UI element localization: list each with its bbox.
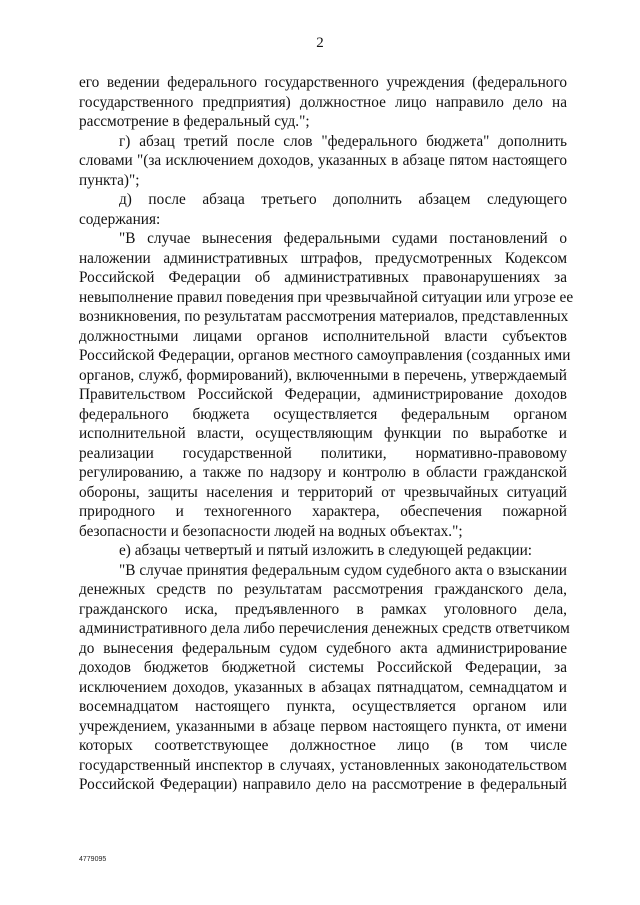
text-line: денежных средств по результатам рассмотрения гражданского дела,	[79, 581, 567, 598]
page-number: 2	[316, 35, 324, 51]
text-line: словами "(за исключением доходов, указанных в абзаце пятом настоящего	[79, 152, 567, 169]
text-line: регулированию, а также по надзору и контролю в области гражданской	[79, 464, 567, 481]
text-line: природного и техногенного характера, обеспечения пожарной	[79, 503, 567, 520]
text-line: безопасности и безопасности людей на водных объектах.";	[79, 522, 463, 540]
text-line: Российской Федерации, органов местного самоуправления (созданных ими	[79, 347, 571, 364]
text-line: исполнительной власти, осуществляющим функции по выработке и	[79, 425, 567, 442]
text-line: которых соответствующее должностное лицо (в том числе	[79, 737, 567, 754]
text-line: г) абзац третий после слов "федерального бюджета" дополнить	[119, 132, 567, 150]
text-line: обороны, защиты населения и территорий от чрезвычайных ситуаций	[79, 483, 567, 501]
text-line: до вынесения федеральным судом судебного акта администрирование	[79, 639, 567, 657]
text-line: административного дела либо перечисления денежных средств ответчиком	[79, 620, 570, 637]
text-line: органов, служб, формирований), включенными в перечень, утверждаемый	[79, 366, 567, 384]
text-line: возникновения, по результатам рассмотрения материалов, представленных	[79, 308, 569, 325]
text-line: невыполнение правил поведения при чрезвычайной ситуации или угрозе ее	[79, 288, 574, 306]
text-line: исключением доходов, указанных в абзацах пятнадцатом, семнадцатом и	[79, 678, 567, 696]
text-line: е) абзацы четвертый и пятый изложить в следующей редакции:	[119, 542, 533, 559]
text-line: наложении административных штрафов, предусмотренных Кодексом	[79, 249, 567, 267]
text-line: содержания:	[79, 210, 161, 228]
document-code: 4779095	[79, 856, 107, 863]
text-line: государственного предприятия) должностное лицо направило дело на	[79, 93, 567, 111]
text-line: доходов бюджетов бюджетной системы Российской Федерации, за	[79, 659, 567, 676]
text-line: Российской Федерации об административных правонарушениях за	[79, 269, 567, 286]
text-line: его ведении федерального государственного учреждения (федерального	[79, 74, 567, 91]
text-line: государственный инспектор в случаях, установленных законодательством	[79, 756, 567, 774]
text-line: восемнадцатом настоящего пункта, осуществляется органом или	[79, 698, 567, 715]
document-body	[79, 73, 574, 795]
text-line: д) после абзаца третьего дополнить абзацем следующего	[119, 191, 567, 208]
text-line: гражданского иска, предъявленного в рамках уголовного дела,	[79, 600, 567, 618]
text-line: "В случае вынесения федеральными судами постановлений о	[119, 230, 567, 247]
text-line: реализации государственной политики, нормативно-правовому	[79, 444, 567, 462]
text-line: учреждением, указанными в абзаце первом настоящего пункта, от имени	[79, 717, 567, 735]
text-line: пункта)";	[79, 171, 140, 189]
text-line: федерального бюджета осуществляется федеральным органом	[79, 405, 567, 423]
text-line: Правительством Российской Федерации, администрирование доходов	[79, 386, 567, 403]
text-line: "В случае принятия федеральным судом судебного акта о взыскании	[119, 561, 567, 579]
text-line: должностными лицами органов исполнительной власти субъектов	[79, 327, 567, 345]
text-line: Российской Федерации) направило дело на рассмотрение в федеральный	[79, 776, 567, 793]
text-line: рассмотрение в федеральный суд.";	[79, 113, 310, 130]
